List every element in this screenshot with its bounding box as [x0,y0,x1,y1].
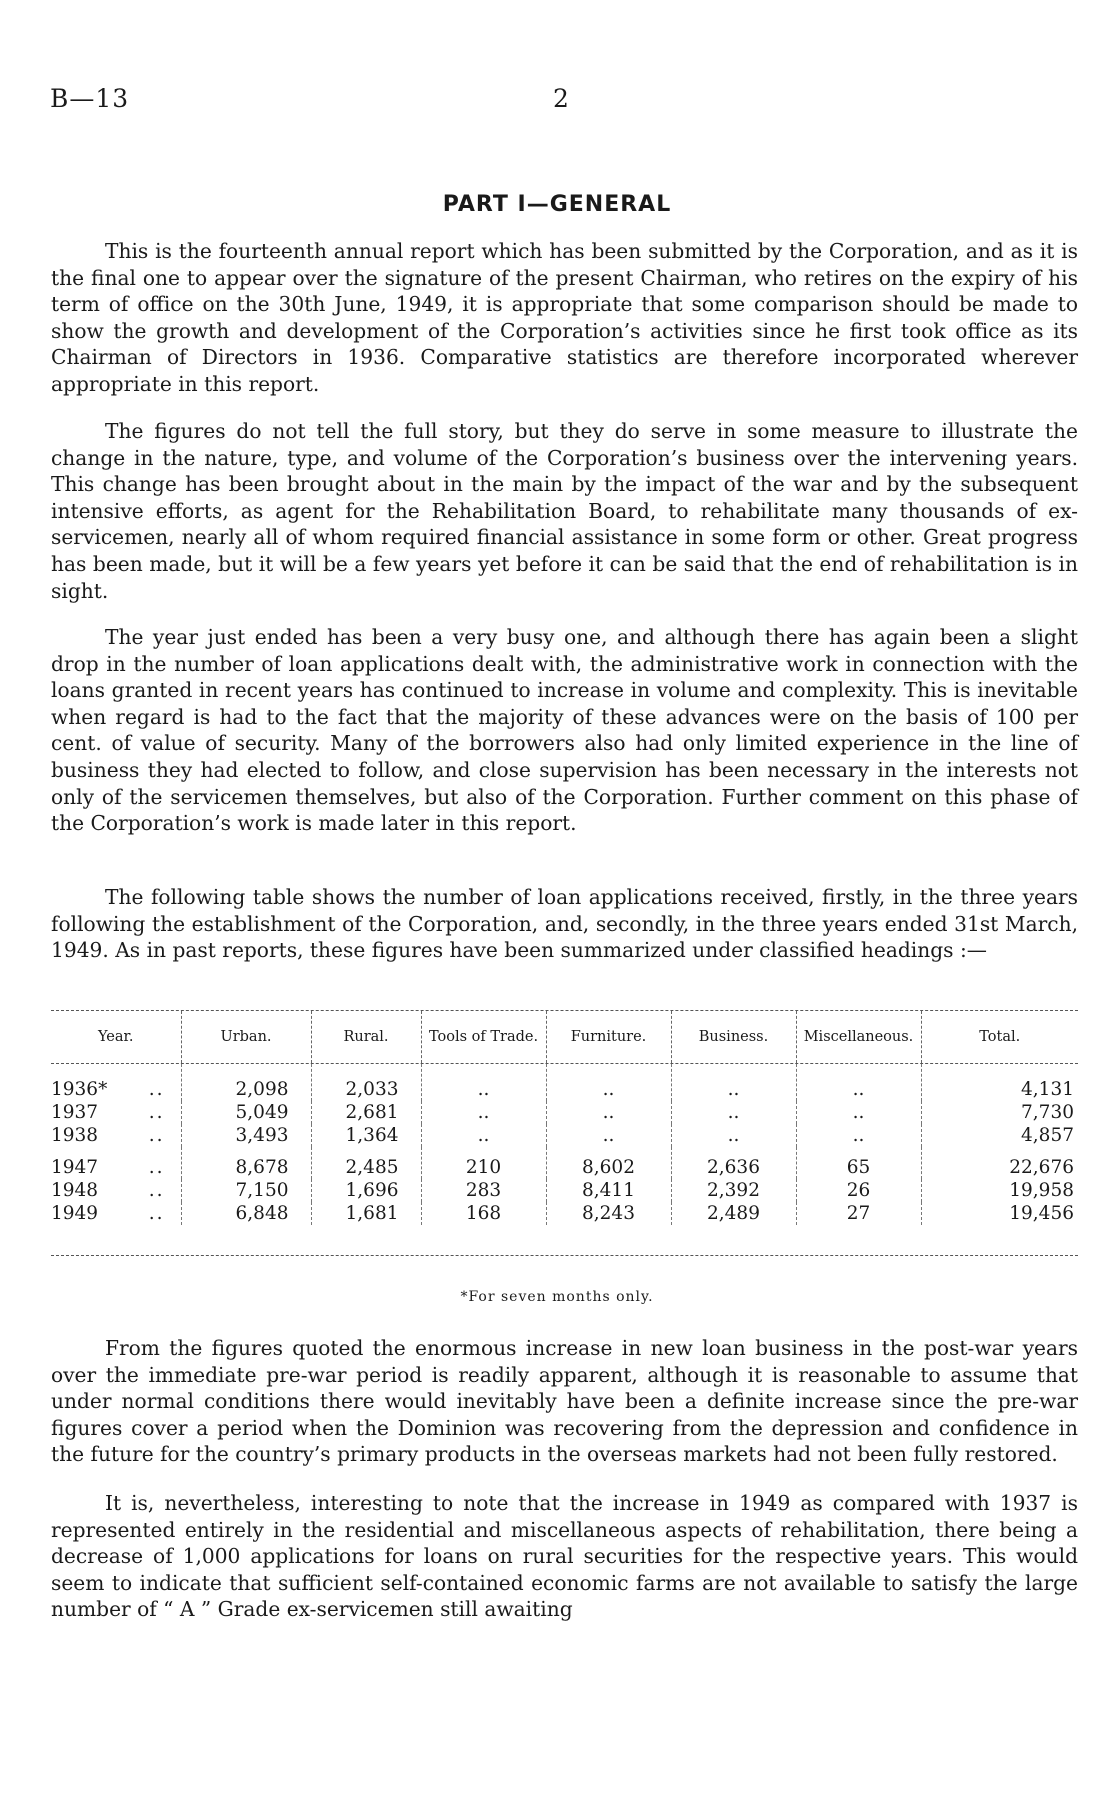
cell-total: 7,730 [921,1101,1078,1124]
col-header-furniture: Furniture. [546,1011,671,1063]
cell-total: 4,131 [921,1064,1078,1101]
cell-furniture: 8,602 [546,1147,671,1179]
cell-furniture: .. [546,1101,671,1124]
document-reference: B—13 [50,84,130,113]
cell-business: .. [671,1124,796,1147]
row-leader: .. [148,1157,165,1178]
table-row [51,1202,1078,1225]
cell-business: 2,489 [671,1202,796,1225]
cell-business: .. [671,1064,796,1101]
table-header-row [51,1011,1078,1063]
loan-applications-table [51,1010,1078,1256]
table-bottom-rule [51,1255,1078,1256]
cell-furniture: 8,411 [546,1179,671,1202]
cell-miscellaneous: .. [796,1124,921,1147]
cell-miscellaneous: 27 [796,1202,921,1225]
cell-total: 4,857 [921,1124,1078,1147]
cell-business: 2,636 [671,1147,796,1179]
col-header-tools-of-trade: Tools of Trade. [421,1011,546,1063]
row-leader: .. [148,1102,165,1123]
section-title: PART I—GENERAL [442,192,672,217]
cell-tools-of-trade: .. [421,1064,546,1101]
cell-total: 19,456 [921,1202,1078,1225]
cell-business: .. [671,1101,796,1124]
table-row [51,1064,1078,1101]
cell-miscellaneous: .. [796,1101,921,1124]
table-row [51,1124,1078,1147]
row-leader: .. [148,1180,165,1201]
col-header-business: Business. [671,1011,796,1063]
cell-rural: 1,696 [311,1179,421,1202]
paragraph-table-intro: The following table shows the number of loan applications received, firstly, in the three years following the establishment of the Corporation, and, secondly, in the three years ended 31st March, 1949. As in past reports, these figures have been summarized under classified headings :— [51,885,1078,963]
paragraph-year-review: The year just ended has been a very busy one, and although there has again been a slight drop in the number of loan applications dealt with, the administrative work in connection with the loans granted in recent years has continued to increase in volume and complexity. This is inevitable when regard is had to the fact that the majority of these advances were on the basis of 100 per cent. of value of security. Many of the borrowers also had only limited experience in the line of business they had elected to follow, and close supervision has been necessary in the interests not only of the servicemen themselves, but also of the Corporation. Further comment on this phase of the Corporation’s work is made later in this report. [51,625,1078,836]
cell-urban: 7,150 [181,1179,311,1202]
table-row [51,1179,1078,1202]
table-row [51,1101,1078,1124]
col-header-miscellaneous: Miscellaneous. [796,1011,921,1063]
row-leader: .. [148,1125,165,1146]
cell-urban: 8,678 [181,1147,311,1179]
cell-tools-of-trade: 283 [421,1179,546,1202]
row-year: 1936* [51,1079,108,1100]
cell-urban: 2,098 [181,1064,311,1101]
cell-rural: 2,485 [311,1147,421,1179]
cell-furniture: .. [546,1124,671,1147]
cell-urban: 6,848 [181,1202,311,1225]
paragraph-intro: This is the fourteenth annual report which has been submitted by the Corporation, and as it is the final one to appear over the signature of the present Chairman, who retires on the expiry of his term of office on the 30th June, 1949, it is appropriate that some comparison should be made to show the growth and development of the Corporation’s activities since he first took office as its Chairman of Directors in 1936. Comparative statistics are therefore incorporated wherever appropriate in this report. [51,239,1078,396]
row-leader: .. [148,1203,165,1224]
table-row [51,1147,1078,1179]
cell-tools-of-trade: .. [421,1124,546,1147]
row-leader: .. [148,1079,165,1100]
cell-rural: 2,033 [311,1064,421,1101]
table-footnote: *For seven months only. [460,1289,654,1305]
cell-furniture: .. [546,1064,671,1101]
cell-miscellaneous: .. [796,1064,921,1101]
col-header-urban: Urban. [181,1011,311,1063]
cell-urban: 5,049 [181,1101,311,1124]
cell-rural: 1,681 [311,1202,421,1225]
cell-miscellaneous: 26 [796,1179,921,1202]
paragraph-post-war: From the figures quoted the enormous increase in new loan business in the post-war years over the immediate pre-war period is readily apparent, although it is reasonable to assume that under normal conditions there would inevitably have been a definite increase since the pre-war figures cover a period when the Dominion was recovering from the depression and confidence in the future for the country’s primary products in the overseas markets had not been fully restored. [51,1336,1078,1467]
row-year: 1949 [51,1203,99,1224]
cell-tools-of-trade: 168 [421,1202,546,1225]
cell-tools-of-trade: .. [421,1101,546,1124]
cell-rural: 1,364 [311,1124,421,1147]
cell-business: 2,392 [671,1179,796,1202]
row-year: 1938 [51,1125,99,1146]
cell-rural: 2,681 [311,1101,421,1124]
cell-furniture: 8,243 [546,1202,671,1225]
cell-total: 22,676 [921,1147,1078,1179]
col-header-total: Total. [921,1011,1078,1063]
row-year: 1947 [51,1157,99,1178]
row-year: 1948 [51,1180,99,1201]
cell-urban: 3,493 [181,1124,311,1147]
col-header-rural: Rural. [311,1011,421,1063]
paragraph-figures: The figures do not tell the full story, but they do serve in some measure to illustrate the change in the nature, type, and volume of the Corporation’s business over the intervening years. This change has been brought about in the main by the impact of the war and by the subsequent intensive efforts, as agent for the Rehabilitation Board, to rehabilitate many thousands of ex-servicemen, nearly all of whom required financial assistance in some form or other. Great progress has been made, but it will be a few years yet before it can be said that the end of rehabilitation is in sight. [51,419,1078,603]
paragraph-comparison: It is, nevertheless, interesting to note that the increase in 1949 as compared with 1937 is represented entirely in the residential and miscellaneous aspects of rehabilitation, there being a decrease of 1,000 applications for loans on rural securities for the respective years. This would seem to indicate that sufficient self-contained economic farms are not available to satisfy the large number of “ A ” Grade ex-servicemen still awaiting [51,1491,1078,1622]
page-number: 2 [553,84,569,113]
cell-miscellaneous: 65 [796,1147,921,1179]
row-year: 1937 [51,1102,99,1123]
col-header-year: Year. [98,1028,134,1045]
cell-total: 19,958 [921,1179,1078,1202]
cell-tools-of-trade: 210 [421,1147,546,1179]
